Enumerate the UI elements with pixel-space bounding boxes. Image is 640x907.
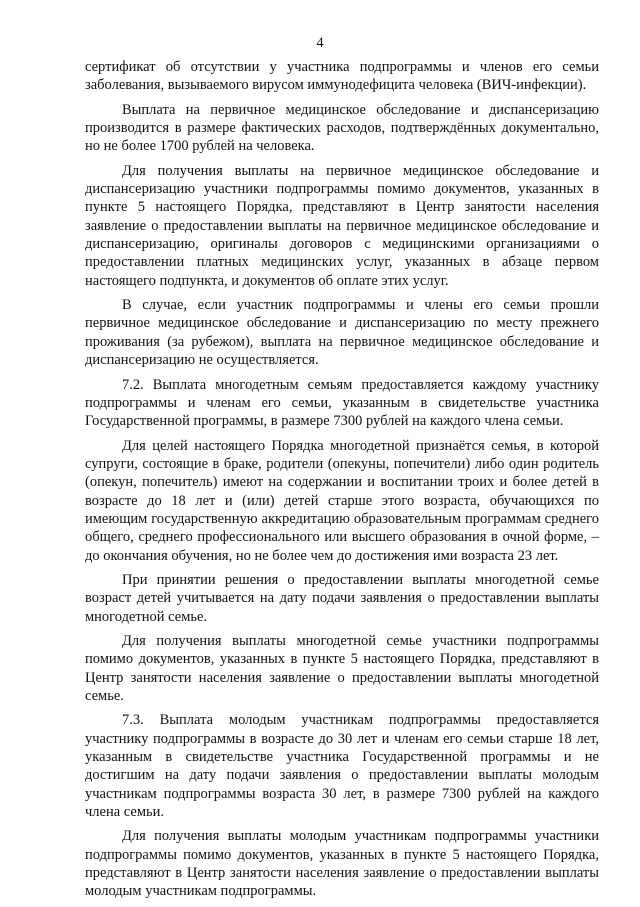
paragraph-7-3-young-participants-payment: 7.3. Выплата молодым участникам подпрограммы предоставляется участнику подпрограммы в возрасте до 30 лет и членам его семьи старше 18 лет, указанным в свидетельстве участника Государственной программы и не достигшим на дату подачи заявления о предоставлении выплаты молодым участникам подпрограммы возраста 30 лет, в размере 7300 рублей на каждого члена семьи. (85, 712, 599, 821)
paragraph-7-2-large-family-payment: 7.2. Выплата многодетным семьям предоставляется каждому участнику подпрограммы и членам его семьи, указанным в свидетельстве участника Государственной программы, в размере 7300 рублей на каждого члена семьи. (85, 376, 599, 430)
paragraph-children-age-rule: При принятии решения о предоставлении выплаты многодетной семье возраст детей учитывается на дату подачи заявления о предоставлении выплаты многодетной семье. (85, 571, 599, 625)
paragraph-large-family-definition: Для целей настоящего Порядка многодетной признаётся семья, в которой супруги, состоящие в браке, родители (опекуны, попечители) либо один родитель (опекун, попечитель) имеют на содержании и воспитании троих и более детей в возрасте до 18 лет и (или) детей старше этого возраста, обучающихся по имеющим государственную аккредитацию образовательным программам среднего общего, среднего профессионального или высшего образования в очной форме, – до окончания обучения, но не более чем до достижения ими возраста 23 лет. (85, 437, 599, 564)
paragraph-large-family-documents: Для получения выплаты многодетной семье участники подпрограммы помимо документов, указанных в пункте 5 настоящего Порядка, представляют в Центр занятости населения заявление о предоставлении выплаты многодетной семье. (85, 632, 599, 704)
page-number: 4 (316, 35, 324, 51)
paragraph-certificate: сертификат об отсутствии у участника подпрограммы и членов его семьи заболевания, вызываемого вирусом иммунодефицита человека (ВИЧ-инфекции). (85, 59, 599, 94)
paragraph-medical-payment-amount: Выплата на первичное медицинское обследование и диспансеризацию производится в размере фактических расходов, подтверждённых документально, но не более 1700 рублей на человека. (85, 101, 599, 155)
paragraph-medical-payment-documents: Для получения выплаты на первичное медицинское обследование и диспансеризацию участники подпрограммы помимо документов, указанных в пункте 5 настоящего Порядка, представляют в Центр занятости населения заявление о предоставлении выплаты на первичное медицинское обследование и диспансеризацию, оригиналы договоров с медицинскими организациями о предоставлении платных медицинских услуг, указанных в абзаце первом настоящего подпункта, и документов об оплате этих услуг. (85, 162, 599, 289)
paragraph-medical-payment-abroad: В случае, если участник подпрограммы и члены его семьи прошли первичное медицинское обследование и диспансеризацию по месту прежнего проживания (за рубежом), выплата на первичное медицинское обследование и диспансеризацию не осуществляется. (85, 297, 599, 369)
document-body (85, 58, 599, 907)
paragraph-young-participants-documents: Для получения выплаты молодым участникам подпрограммы участники подпрограммы помимо документов, указанных в пункте 5 настоящего Порядка, представляют в Центр занятости населения заявление о предоставлении выплаты молодым участникам подпрограммы. (85, 828, 599, 900)
